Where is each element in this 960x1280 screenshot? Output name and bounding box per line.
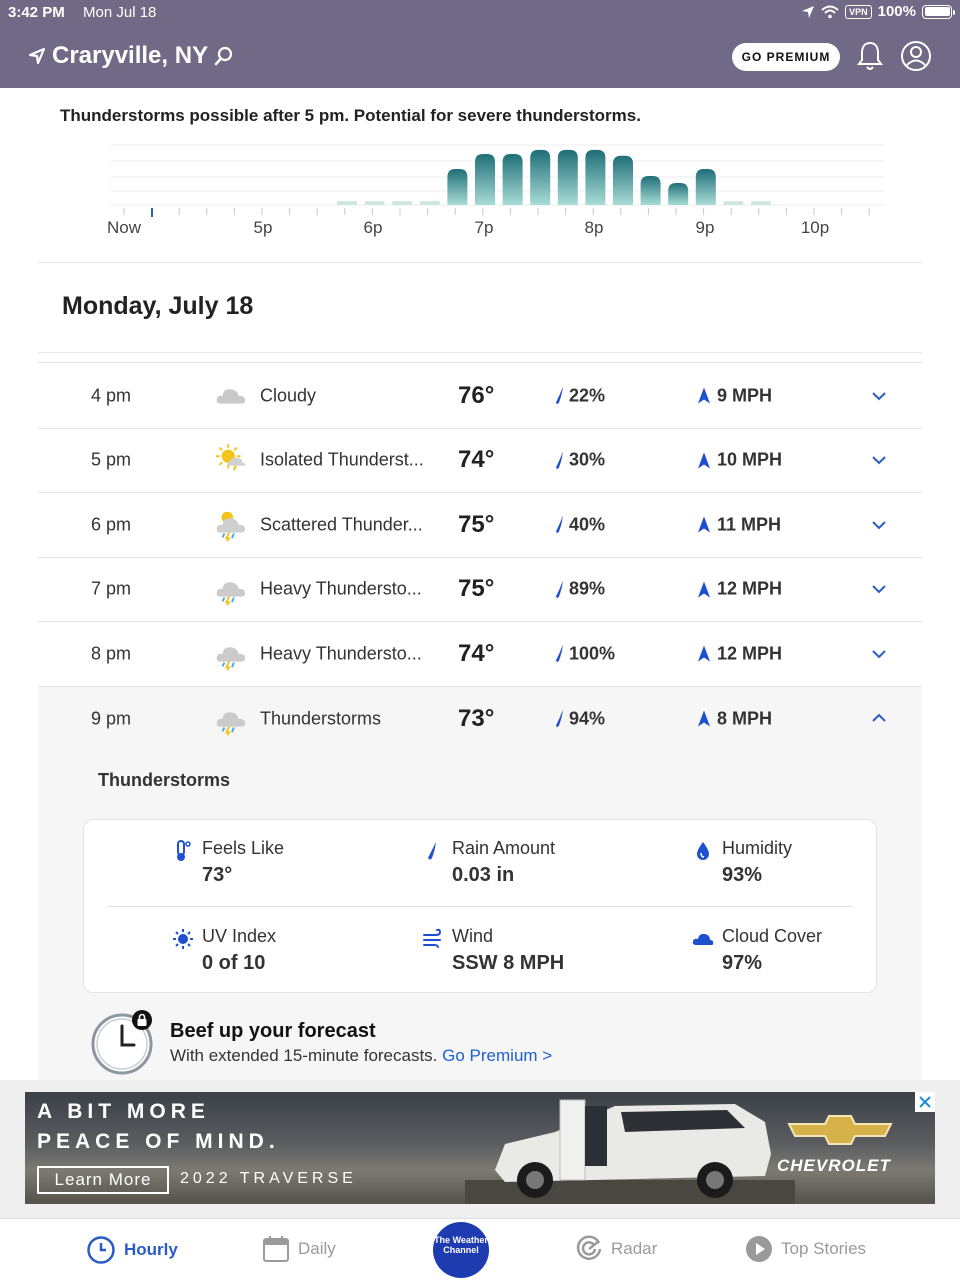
hour-temperature: 76° (458, 381, 495, 409)
hour-temperature: 75° (458, 575, 495, 603)
nav-radar[interactable] (575, 1235, 657, 1263)
precip-bar (696, 169, 716, 205)
calendar-icon (262, 1235, 290, 1263)
nav-top-stories[interactable] (745, 1235, 866, 1263)
nav-daily-label: Daily (298, 1239, 336, 1258)
chevron-down-icon[interactable] (870, 387, 888, 405)
hour-condition: Heavy Thundersto... (260, 643, 422, 664)
ad-brand: CHEVROLET (777, 1156, 891, 1175)
precip-bar (585, 150, 605, 205)
raindrop-icon (553, 515, 565, 535)
hour-wind (697, 643, 782, 664)
location-name: Craryville, NY (52, 42, 209, 69)
hour-wind (697, 708, 772, 729)
premium-promo[interactable] (90, 1008, 690, 1078)
humidity-drop-icon (692, 840, 714, 862)
hour-time: 9 pm (91, 708, 132, 729)
sun-thunder-icon (214, 442, 250, 478)
precip-bar (723, 201, 743, 205)
play-icon (745, 1235, 773, 1263)
vpn-badge: VPN (845, 5, 872, 19)
chevrolet-logo-icon (785, 1112, 895, 1148)
hour-wind (697, 514, 781, 535)
expanded-hour-details (38, 750, 922, 1080)
ad-headline-2: PEACE OF MIND. (37, 1130, 280, 1153)
ad-banner-area (0, 1080, 960, 1218)
hour-precip-value: 94% (569, 708, 606, 729)
raindrop-icon (553, 579, 565, 599)
raindrop-icon (553, 644, 565, 664)
uv-index-label: UV Index (202, 926, 277, 946)
divider (38, 362, 922, 363)
precip-bar (751, 201, 771, 205)
hour-condition: Cloudy (260, 385, 317, 406)
radar-icon (575, 1235, 603, 1263)
hour-wind-value: 12 MPH (717, 578, 783, 599)
app-header (0, 0, 960, 88)
hour-wind-value: 11 MPH (717, 514, 782, 535)
precip-histogram (0, 130, 960, 250)
search-icon[interactable] (214, 46, 234, 66)
hour-precip-value: 40% (569, 514, 606, 535)
nav-radar-label: Radar (611, 1239, 658, 1258)
hour-wind-value: 8 MPH (717, 708, 773, 729)
hour-condition: Heavy Thundersto... (260, 578, 422, 599)
hour-condition: Scattered Thunder... (260, 514, 423, 535)
sun-cloud-thunder-icon (214, 507, 250, 543)
thunderstorm-icon (214, 571, 250, 607)
go-premium-link[interactable]: Go Premium > (442, 1046, 553, 1065)
hour-wind (697, 450, 782, 471)
histogram-time-label: 5p (253, 218, 273, 237)
battery-percent: 100% (877, 3, 916, 20)
nav-top-stories-label: Top Stories (781, 1239, 867, 1258)
sun-icon (172, 928, 194, 950)
ad-banner[interactable] (25, 1092, 935, 1204)
hourly-list (38, 364, 922, 751)
histogram-time-label: 8p (584, 218, 604, 237)
hour-precip (553, 450, 605, 471)
hour-wind-value: 12 MPH (717, 643, 783, 664)
hour-time: 7 pm (91, 578, 132, 599)
precip-bar (420, 201, 440, 205)
hour-condition: Isolated Thunderst... (260, 449, 424, 470)
status-date: Mon Jul 18 (83, 4, 157, 21)
hourly-row[interactable] (38, 687, 922, 752)
status-icons (801, 3, 952, 20)
hour-precip (553, 385, 605, 406)
hour-time: 4 pm (91, 385, 132, 406)
hourly-row[interactable] (38, 429, 922, 494)
thermometer-icon (172, 840, 194, 862)
precip-bar (337, 201, 357, 205)
precip-bar (475, 154, 495, 205)
precip-bar (503, 154, 523, 205)
expanded-condition-title: Thunderstorms (98, 770, 231, 790)
location-arrow-icon (801, 5, 815, 19)
raindrop-icon (553, 450, 565, 470)
precip-bar (558, 150, 578, 205)
hour-wind-value: 10 MPH (717, 449, 783, 470)
precip-bar (392, 201, 412, 205)
promo-title: Beef up your forecast (170, 1020, 376, 1042)
thunderstorm-icon (214, 636, 250, 672)
hour-temperature: 75° (458, 510, 495, 538)
chevron-up-icon[interactable] (870, 710, 888, 728)
location-arrow-icon (28, 47, 46, 65)
histogram-time-label: 10p (800, 218, 830, 237)
humidity-value: 93% (722, 864, 763, 886)
chevron-down-icon[interactable] (870, 451, 888, 469)
hour-precip-value: 30% (569, 449, 606, 470)
ad-model: 2022 TRAVERSE (180, 1170, 357, 1187)
hour-precip-value: 100% (569, 643, 616, 664)
raindrop-icon (553, 709, 565, 729)
precip-bar (447, 169, 467, 205)
hour-wind (697, 385, 772, 406)
locked-clock-icon (90, 1008, 158, 1076)
wind-icon (422, 928, 444, 950)
divider (38, 262, 922, 263)
wind-value: SSW 8 MPH (452, 952, 565, 974)
chevron-down-icon[interactable] (870, 516, 888, 534)
hour-condition: Thunderstorms (260, 708, 382, 729)
nav-daily[interactable] (262, 1235, 336, 1263)
hour-precip (553, 579, 605, 600)
rain-amount-label: Rain Amount (452, 838, 556, 858)
hour-temperature: 74° (458, 639, 495, 667)
status-time: 3:42 PM (8, 4, 65, 21)
ad-headline-1: A BIT MORE (37, 1100, 210, 1123)
wind-direction-icon (697, 645, 711, 663)
bell-icon[interactable] (856, 40, 884, 72)
cloud-cover-value: 97% (722, 952, 763, 974)
hour-time: 6 pm (91, 514, 132, 535)
histogram-time-label: 9p (695, 218, 715, 237)
histogram-time-label: Now (106, 218, 142, 237)
details-card (83, 819, 877, 993)
divider (108, 906, 852, 907)
clock-icon (86, 1235, 116, 1265)
cloud-icon (692, 928, 714, 950)
wind-direction-icon (697, 387, 711, 405)
hour-temperature: 74° (458, 446, 495, 474)
precip-bar (530, 150, 550, 205)
divider (38, 352, 922, 353)
chevron-down-icon[interactable] (870, 580, 888, 598)
hour-temperature: 73° (458, 704, 495, 732)
hourly-row[interactable] (38, 493, 922, 558)
uv-index-value: 0 of 10 (202, 952, 266, 974)
feels-like-label: Feels Like (202, 838, 285, 858)
histogram-time-label: 6p (363, 218, 383, 237)
thunderstorm-icon (214, 701, 250, 737)
wind-direction-icon (697, 710, 711, 728)
ad-close-icon[interactable] (915, 1092, 935, 1112)
nav-hourly[interactable] (86, 1235, 178, 1265)
humidity-label: Humidity (722, 838, 793, 858)
hour-precip (553, 708, 605, 729)
hour-precip (553, 643, 615, 664)
chevron-down-icon[interactable] (870, 645, 888, 663)
status-bar (0, 0, 960, 26)
rain-amount-value: 0.03 in (452, 864, 515, 886)
raindrop-icon (553, 386, 565, 406)
precip-bar (668, 183, 688, 205)
precip-bar (365, 201, 385, 205)
bottom-nav (0, 1218, 960, 1280)
hour-wind (697, 579, 782, 600)
cloud-cover-label: Cloud Cover (722, 926, 823, 946)
wind-direction-icon (697, 451, 711, 469)
promo-text (170, 1046, 552, 1066)
wind-direction-icon (697, 516, 711, 534)
hourly-row[interactable] (38, 622, 922, 687)
raindrop-icon (422, 840, 444, 862)
hourly-row[interactable] (38, 558, 922, 623)
ad-learn-more-button[interactable]: Learn More (37, 1166, 169, 1194)
wind-label: Wind (452, 926, 494, 946)
hour-precip (553, 514, 605, 535)
hour-precip-value: 22% (569, 385, 606, 406)
hour-time: 8 pm (91, 643, 132, 664)
hour-wind-value: 9 MPH (717, 385, 773, 406)
promo-description: With extended 15-minute forecasts. (170, 1046, 438, 1065)
histogram-time-label: 7p (474, 218, 494, 237)
weather-channel-logo[interactable]: The Weather Channel (433, 1222, 489, 1278)
battery-icon (922, 5, 952, 19)
go-premium-button[interactable]: GO PREMIUM (732, 43, 840, 71)
car-image (465, 1092, 795, 1204)
wifi-icon (821, 5, 839, 19)
hourly-row[interactable] (38, 364, 922, 429)
nav-hourly-label: Hourly (124, 1240, 178, 1259)
day-title: Monday, July 18 (62, 292, 254, 320)
wind-direction-icon (697, 580, 711, 598)
feels-like-value: 73° (202, 864, 233, 886)
precip-bar (613, 156, 633, 205)
cloudy-icon (214, 378, 250, 414)
precip-bar (641, 176, 661, 205)
profile-icon[interactable] (900, 40, 932, 72)
hour-time: 5 pm (91, 449, 132, 470)
location-selector[interactable] (28, 42, 234, 70)
forecast-headline: Thunderstorms possible after 5 pm. Potential for severe thunderstorms. (60, 106, 641, 125)
hour-precip-value: 89% (569, 578, 606, 599)
